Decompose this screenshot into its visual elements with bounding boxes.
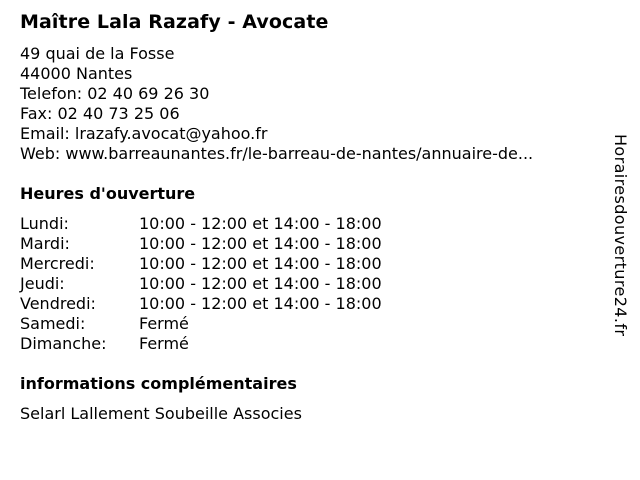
time-value: 10:00 - 12:00 et 14:00 - 18:00 [139, 254, 382, 273]
hours-row [20, 274, 382, 294]
opening-hours-table [20, 214, 382, 354]
day-label: Vendredi: [20, 294, 96, 313]
additional-info-heading: informations complémentaires [20, 374, 297, 393]
site-watermark-label: Horairesdouverture24.fr [611, 134, 630, 337]
day-label: Lundi: [20, 214, 69, 233]
time-value: 10:00 - 12:00 et 14:00 - 18:00 [139, 294, 382, 313]
day-label: Dimanche: [20, 334, 107, 353]
hours-row [20, 314, 382, 334]
opening-hours-heading: Heures d'ouverture [20, 184, 196, 203]
city-address: 44000 Nantes [20, 64, 133, 83]
additional-info-text: Selarl Lallement Soubeille Associes [20, 404, 302, 423]
hours-row [20, 234, 382, 254]
day-label: Mardi: [20, 234, 70, 253]
address-block [20, 44, 533, 164]
time-value: Fermé [139, 334, 189, 353]
day-label: Mercredi: [20, 254, 95, 273]
hours-row [20, 294, 382, 314]
time-value: 10:00 - 12:00 et 14:00 - 18:00 [139, 274, 382, 293]
day-label: Samedi: [20, 314, 86, 333]
hours-row [20, 254, 382, 274]
website-link[interactable]: Web: www.barreaunantes.fr/le-barreau-de-nantes/annuaire-de... [20, 144, 534, 163]
time-value: 10:00 - 12:00 et 14:00 - 18:00 [139, 234, 382, 253]
time-value: 10:00 - 12:00 et 14:00 - 18:00 [139, 214, 382, 233]
page-title: Maître Lala Razafy - Avocate [20, 11, 329, 33]
day-label: Jeudi: [20, 274, 65, 293]
fax-number: Fax: 02 40 73 25 06 [20, 104, 180, 123]
email-address[interactable]: Email: lrazafy.avocat@yahoo.fr [20, 124, 268, 143]
phone-number[interactable]: Telefon: 02 40 69 26 30 [20, 84, 210, 103]
time-value: Fermé [139, 314, 189, 333]
street-address: 49 quai de la Fosse [20, 44, 175, 63]
hours-row [20, 214, 382, 234]
hours-row [20, 334, 382, 354]
